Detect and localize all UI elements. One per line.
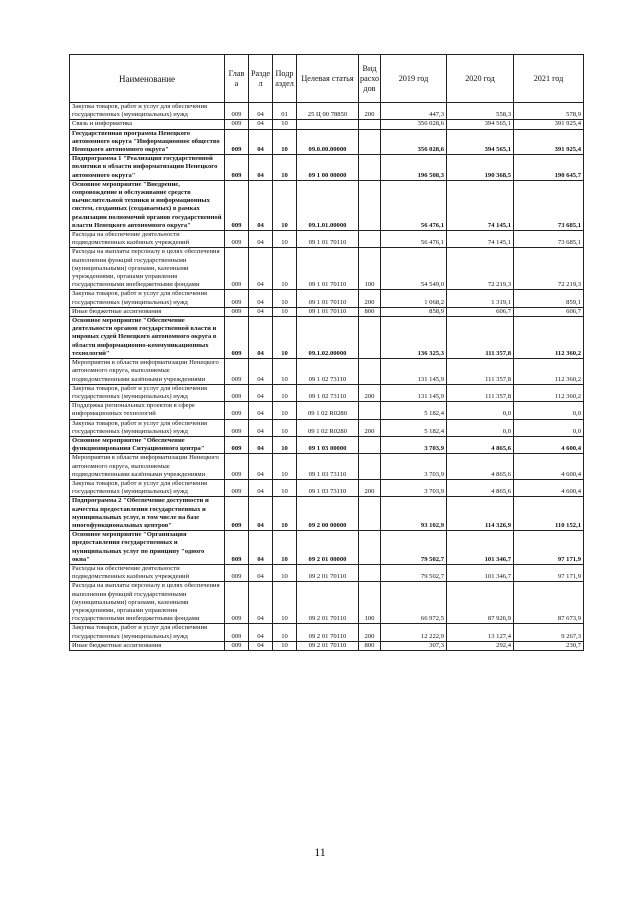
cell-razdel: 04 bbox=[249, 155, 273, 181]
table-row bbox=[70, 359, 584, 385]
cell-2020: 190 368,5 bbox=[447, 155, 514, 181]
cell-podrazdel: 10 bbox=[273, 531, 297, 565]
cell-2020: 558,3 bbox=[447, 103, 514, 120]
cell-2020: 111 357,8 bbox=[447, 384, 514, 401]
cell-target: 25 Ц 00 78850 bbox=[297, 103, 359, 120]
cell-2020: 72 219,3 bbox=[447, 248, 514, 290]
cell-razdel: 04 bbox=[249, 359, 273, 385]
header-2020: 2020 год bbox=[447, 55, 514, 103]
cell-vid: 200 bbox=[359, 290, 381, 307]
table-row bbox=[70, 531, 584, 565]
cell-target: 09 2 01 70110 bbox=[297, 564, 359, 581]
cell-vid: 100 bbox=[359, 582, 381, 624]
cell-vid: 200 bbox=[359, 103, 381, 120]
cell-target: 09 1 00 00000 bbox=[297, 155, 359, 181]
cell-vid bbox=[359, 155, 381, 181]
cell-2021: 112 360,2 bbox=[514, 359, 584, 385]
cell-podrazdel: 10 bbox=[273, 307, 297, 316]
cell-podrazdel: 10 bbox=[273, 290, 297, 307]
cell-2019: 66 972,5 bbox=[381, 582, 447, 624]
cell-2021: 391 925,4 bbox=[514, 120, 584, 129]
cell-razdel: 04 bbox=[249, 384, 273, 401]
cell-razdel: 04 bbox=[249, 564, 273, 581]
cell-2020: 111 357,8 bbox=[447, 317, 514, 359]
cell-2020: 101 346,7 bbox=[447, 564, 514, 581]
cell-2021: 4 600,4 bbox=[514, 436, 584, 453]
page-number: 11 bbox=[314, 845, 326, 859]
cell-razdel: 04 bbox=[249, 402, 273, 419]
cell-podrazdel: 10 bbox=[273, 402, 297, 419]
cell-2021: 4 600,4 bbox=[514, 454, 584, 480]
cell-vid: 800 bbox=[359, 641, 381, 650]
cell-podrazdel: 10 bbox=[273, 155, 297, 181]
cell-glava: 009 bbox=[225, 582, 249, 624]
cell-podrazdel: 10 bbox=[273, 582, 297, 624]
cell-2019: 3 703,9 bbox=[381, 454, 447, 480]
cell-2021: 190 645,7 bbox=[514, 155, 584, 181]
cell-glava: 009 bbox=[225, 180, 249, 230]
cell-name: Закупка товаров, работ и услуг для обеспечения государственных (муниципальных) нужд bbox=[70, 419, 225, 436]
cell-name: Основное мероприятие "Внедрение, сопровождение и обслуживание средств вычислительной техники и информационных систем, созданных (создаваемых) в рамках реализации полномочий органов государственной власти Ненецкого автономного округа" bbox=[70, 180, 225, 230]
table-row bbox=[70, 307, 584, 316]
cell-2021: 0,0 bbox=[514, 419, 584, 436]
cell-razdel: 04 bbox=[249, 317, 273, 359]
table-row bbox=[70, 454, 584, 480]
cell-target: 09 1 01 70110 bbox=[297, 307, 359, 316]
cell-razdel: 04 bbox=[249, 103, 273, 120]
cell-vid bbox=[359, 317, 381, 359]
cell-glava: 009 bbox=[225, 307, 249, 316]
cell-target: 09 2 01 00000 bbox=[297, 531, 359, 565]
header-target: Целевая статья bbox=[297, 55, 359, 103]
cell-2020: 87 926,9 bbox=[447, 582, 514, 624]
cell-glava: 009 bbox=[225, 155, 249, 181]
cell-podrazdel: 10 bbox=[273, 384, 297, 401]
cell-2020: 4 865,6 bbox=[447, 436, 514, 453]
table-row bbox=[70, 129, 584, 155]
cell-vid: 200 bbox=[359, 419, 381, 436]
cell-glava: 009 bbox=[225, 103, 249, 120]
cell-2021: 9 267,3 bbox=[514, 624, 584, 641]
header-name: Наименование bbox=[70, 55, 225, 103]
header-podrazdel: Подр аздел bbox=[273, 55, 297, 103]
table-row bbox=[70, 317, 584, 359]
cell-glava: 009 bbox=[225, 248, 249, 290]
cell-2020: 4 865,6 bbox=[447, 479, 514, 496]
cell-podrazdel: 10 bbox=[273, 419, 297, 436]
cell-name: Иные бюджетные ассигнования bbox=[70, 641, 225, 650]
header-2019: 2019 год bbox=[381, 55, 447, 103]
cell-2020: 606,7 bbox=[447, 307, 514, 316]
cell-vid bbox=[359, 497, 381, 531]
table-row bbox=[70, 231, 584, 248]
cell-vid: 200 bbox=[359, 624, 381, 641]
table-row bbox=[70, 436, 584, 453]
cell-vid bbox=[359, 402, 381, 419]
header-glava: Глав а bbox=[225, 55, 249, 103]
cell-2019: 12 222,9 bbox=[381, 624, 447, 641]
cell-glava: 009 bbox=[225, 497, 249, 531]
cell-2021: 73 685,1 bbox=[514, 180, 584, 230]
cell-podrazdel: 10 bbox=[273, 564, 297, 581]
cell-target: 09 1 02 73110 bbox=[297, 359, 359, 385]
cell-name: Расходы на выплаты персоналу в целях обеспечения выполнения функций государственными (муниципальными) органами, казенными учреждениями, органами управления государственными внебюджетными фондами bbox=[70, 248, 225, 290]
cell-2019: 356 028,6 bbox=[381, 120, 447, 129]
cell-razdel: 04 bbox=[249, 248, 273, 290]
cell-2020: 292,4 bbox=[447, 641, 514, 650]
cell-glava: 009 bbox=[225, 290, 249, 307]
cell-2019: 56 476,1 bbox=[381, 231, 447, 248]
cell-glava: 009 bbox=[225, 402, 249, 419]
cell-razdel: 04 bbox=[249, 436, 273, 453]
cell-2019: 93 102,9 bbox=[381, 497, 447, 531]
cell-razdel: 04 bbox=[249, 231, 273, 248]
cell-2021: 72 219,3 bbox=[514, 248, 584, 290]
cell-name: Закупка товаров, работ и услуг для обеспечения государственных (муниципальных) нужд bbox=[70, 624, 225, 641]
cell-2020: 1 319,1 bbox=[447, 290, 514, 307]
cell-2020: 0,0 bbox=[447, 402, 514, 419]
cell-vid bbox=[359, 231, 381, 248]
cell-podrazdel: 10 bbox=[273, 359, 297, 385]
header-vid: Вид расхо дов bbox=[359, 55, 381, 103]
cell-2021: 97 171,9 bbox=[514, 564, 584, 581]
cell-vid bbox=[359, 129, 381, 155]
cell-2019: 1 068,2 bbox=[381, 290, 447, 307]
table-row bbox=[70, 290, 584, 307]
cell-glava: 009 bbox=[225, 641, 249, 650]
cell-name: Мероприятия в области информатизации Ненецкого автономного округа, выполняемые подведомственными казёнными учреждениями bbox=[70, 454, 225, 480]
cell-target: 09.1.01.00000 bbox=[297, 180, 359, 230]
cell-2019: 131 145,9 bbox=[381, 384, 447, 401]
cell-name: Поддержка региональных проектов в сфере информационных технологий bbox=[70, 402, 225, 419]
cell-2019: 79 502,7 bbox=[381, 531, 447, 565]
cell-target: 09 1 02 R0280 bbox=[297, 402, 359, 419]
table-row bbox=[70, 155, 584, 181]
cell-vid: 100 bbox=[359, 248, 381, 290]
table-row bbox=[70, 384, 584, 401]
cell-glava: 009 bbox=[225, 317, 249, 359]
cell-2020: 114 326,9 bbox=[447, 497, 514, 531]
cell-2019: 307,3 bbox=[381, 641, 447, 650]
cell-name: Закупка товаров, работ и услуг для обеспечения государственных (муниципальных) нужд bbox=[70, 290, 225, 307]
cell-razdel: 04 bbox=[249, 582, 273, 624]
cell-vid: 200 bbox=[359, 479, 381, 496]
cell-2019: 54 549,0 bbox=[381, 248, 447, 290]
cell-2021: 110 152,1 bbox=[514, 497, 584, 531]
cell-podrazdel: 10 bbox=[273, 436, 297, 453]
table-row bbox=[70, 103, 584, 120]
table-header-row bbox=[70, 55, 584, 103]
cell-name: Расходы на выплаты персоналу в целях обеспечения выполнения функций государственными (муниципальными) органами, казенными учреждениями, органами управления государственными внебюджетными фондами bbox=[70, 582, 225, 624]
cell-2021: 578,9 bbox=[514, 103, 584, 120]
cell-name: Основное мероприятие "Обеспечение функционирования Ситуационного центра" bbox=[70, 436, 225, 453]
cell-2021: 112 360,2 bbox=[514, 384, 584, 401]
cell-glava: 009 bbox=[225, 624, 249, 641]
cell-name: Связь и информатика bbox=[70, 120, 225, 129]
cell-target: 09 1 03 73110 bbox=[297, 454, 359, 480]
cell-podrazdel: 10 bbox=[273, 120, 297, 129]
cell-2020: 394 565,1 bbox=[447, 129, 514, 155]
cell-razdel: 04 bbox=[249, 419, 273, 436]
cell-name: Подпрограмма 1 "Реализация государственной политики в области информатизации Ненецкого автономного округа" bbox=[70, 155, 225, 181]
cell-razdel: 04 bbox=[249, 129, 273, 155]
table-body bbox=[70, 103, 584, 651]
cell-target: 09 1 03 00000 bbox=[297, 436, 359, 453]
cell-2020: 4 865,6 bbox=[447, 454, 514, 480]
cell-podrazdel: 10 bbox=[273, 479, 297, 496]
cell-glava: 009 bbox=[225, 231, 249, 248]
cell-name: Государственная программа Ненецкого автономного округа "Информационное общество Ненецкого автономного округа" bbox=[70, 129, 225, 155]
table-row bbox=[70, 497, 584, 531]
cell-name: Мероприятия в области информатизации Ненецкого автономного округа, выполняемые подведомственными казёнными учреждениями bbox=[70, 359, 225, 385]
cell-name: Закупка товаров, работ и услуг для обеспечения государственных (муниципальных) нужд bbox=[70, 103, 225, 120]
cell-target: 09 1 01 70110 bbox=[297, 290, 359, 307]
cell-glava: 009 bbox=[225, 531, 249, 565]
cell-podrazdel: 01 bbox=[273, 103, 297, 120]
table-row bbox=[70, 180, 584, 230]
cell-vid bbox=[359, 564, 381, 581]
cell-target: 09 2 01 70110 bbox=[297, 641, 359, 650]
cell-2019: 3 703,9 bbox=[381, 479, 447, 496]
cell-2021: 97 171,9 bbox=[514, 531, 584, 565]
cell-target: 09 2 01 70110 bbox=[297, 582, 359, 624]
cell-razdel: 04 bbox=[249, 479, 273, 496]
cell-razdel: 04 bbox=[249, 307, 273, 316]
cell-vid bbox=[359, 454, 381, 480]
cell-2020: 74 145,1 bbox=[447, 231, 514, 248]
cell-2019: 79 502,7 bbox=[381, 564, 447, 581]
cell-2019: 131 145,9 bbox=[381, 359, 447, 385]
cell-name: Основное мероприятие "Обеспечение деятельности органов государственной власти и мировых судей Ненецкого автономного округа в области информационно-коммуникационных технологий" bbox=[70, 317, 225, 359]
cell-target: 09 1 01 70110 bbox=[297, 248, 359, 290]
cell-razdel: 04 bbox=[249, 531, 273, 565]
table-row bbox=[70, 248, 584, 290]
cell-2021: 0,0 bbox=[514, 402, 584, 419]
cell-podrazdel: 10 bbox=[273, 497, 297, 531]
cell-razdel: 04 bbox=[249, 120, 273, 129]
cell-2020: 111 357,8 bbox=[447, 359, 514, 385]
cell-2021: 230,7 bbox=[514, 641, 584, 650]
cell-2021: 606,7 bbox=[514, 307, 584, 316]
cell-glava: 009 bbox=[225, 436, 249, 453]
cell-razdel: 04 bbox=[249, 624, 273, 641]
cell-2020: 13 127,4 bbox=[447, 624, 514, 641]
cell-2019: 196 508,3 bbox=[381, 155, 447, 181]
cell-glava: 009 bbox=[225, 419, 249, 436]
cell-vid bbox=[359, 436, 381, 453]
header-2021: 2021 год bbox=[514, 55, 584, 103]
cell-target: 09 1 03 73110 bbox=[297, 479, 359, 496]
cell-2019: 5 182,4 bbox=[381, 419, 447, 436]
cell-2021: 859,1 bbox=[514, 290, 584, 307]
cell-glava: 009 bbox=[225, 359, 249, 385]
cell-2021: 112 360,2 bbox=[514, 317, 584, 359]
cell-vid bbox=[359, 359, 381, 385]
cell-2019: 447,3 bbox=[381, 103, 447, 120]
cell-2019: 56 476,1 bbox=[381, 180, 447, 230]
cell-razdel: 04 bbox=[249, 497, 273, 531]
cell-name: Расходы на обеспечение деятельности подведомственных казённых учреждений bbox=[70, 564, 225, 581]
cell-vid bbox=[359, 120, 381, 129]
cell-vid: 800 bbox=[359, 307, 381, 316]
cell-2019: 5 182,4 bbox=[381, 402, 447, 419]
table-row bbox=[70, 419, 584, 436]
table-row bbox=[70, 624, 584, 641]
cell-vid: 200 bbox=[359, 384, 381, 401]
budget-table bbox=[69, 54, 584, 651]
cell-2021: 73 685,1 bbox=[514, 231, 584, 248]
cell-2021: 391 925,4 bbox=[514, 129, 584, 155]
cell-podrazdel: 10 bbox=[273, 180, 297, 230]
cell-razdel: 04 bbox=[249, 454, 273, 480]
cell-glava: 009 bbox=[225, 120, 249, 129]
cell-name: Закупка товаров, работ и услуг для обеспечения государственных (муниципальных) нужд bbox=[70, 384, 225, 401]
cell-vid bbox=[359, 180, 381, 230]
cell-razdel: 04 bbox=[249, 290, 273, 307]
cell-target: 09.0.00.00000 bbox=[297, 129, 359, 155]
cell-name: Иные бюджетные ассигнования bbox=[70, 307, 225, 316]
cell-name: Расходы на обеспечение деятельности подведомственных казённых учреждений bbox=[70, 231, 225, 248]
cell-2019: 356 028,6 bbox=[381, 129, 447, 155]
cell-2020: 74 145,1 bbox=[447, 180, 514, 230]
cell-glava: 009 bbox=[225, 129, 249, 155]
table-row bbox=[70, 582, 584, 624]
cell-2020: 101 346,7 bbox=[447, 531, 514, 565]
header-razdel: Разде л bbox=[249, 55, 273, 103]
cell-target: 09 1 02 R0280 bbox=[297, 419, 359, 436]
cell-name: Подпрограмма 2 "Обеспечение доступности и качества предоставления государственных и муниципальных услуг, в том числе на базе многофункциональных центров" bbox=[70, 497, 225, 531]
cell-glava: 009 bbox=[225, 479, 249, 496]
cell-target: 09 1 01 70110 bbox=[297, 231, 359, 248]
cell-target bbox=[297, 120, 359, 129]
cell-2021: 87 673,9 bbox=[514, 582, 584, 624]
table-row bbox=[70, 402, 584, 419]
cell-glava: 009 bbox=[225, 564, 249, 581]
cell-target: 09 1 02 73110 bbox=[297, 384, 359, 401]
cell-podrazdel: 10 bbox=[273, 231, 297, 248]
cell-vid bbox=[359, 531, 381, 565]
cell-2020: 394 565,1 bbox=[447, 120, 514, 129]
cell-podrazdel: 10 bbox=[273, 317, 297, 359]
table-row bbox=[70, 564, 584, 581]
cell-razdel: 04 bbox=[249, 641, 273, 650]
cell-podrazdel: 10 bbox=[273, 248, 297, 290]
cell-2019: 858,9 bbox=[381, 307, 447, 316]
cell-target: 09 2 01 70110 bbox=[297, 624, 359, 641]
cell-podrazdel: 10 bbox=[273, 624, 297, 641]
cell-podrazdel: 10 bbox=[273, 454, 297, 480]
cell-name: Закупка товаров, работ и услуг для обеспечения государственных (муниципальных) нужд bbox=[70, 479, 225, 496]
cell-target: 09 2 00 00000 bbox=[297, 497, 359, 531]
cell-podrazdel: 10 bbox=[273, 641, 297, 650]
cell-2019: 3 703,9 bbox=[381, 436, 447, 453]
table-row bbox=[70, 479, 584, 496]
cell-2021: 4 600,4 bbox=[514, 479, 584, 496]
cell-2020: 0,0 bbox=[447, 419, 514, 436]
cell-2019: 136 325,3 bbox=[381, 317, 447, 359]
cell-glava: 009 bbox=[225, 384, 249, 401]
table-row bbox=[70, 641, 584, 650]
cell-target: 09.1.02.00000 bbox=[297, 317, 359, 359]
cell-glava: 009 bbox=[225, 454, 249, 480]
cell-podrazdel: 10 bbox=[273, 129, 297, 155]
cell-name: Основное мероприятие "Организация предоставления государственных и муниципальных услуг по принципу "одного окна" bbox=[70, 531, 225, 565]
table-row bbox=[70, 120, 584, 129]
cell-razdel: 04 bbox=[249, 180, 273, 230]
